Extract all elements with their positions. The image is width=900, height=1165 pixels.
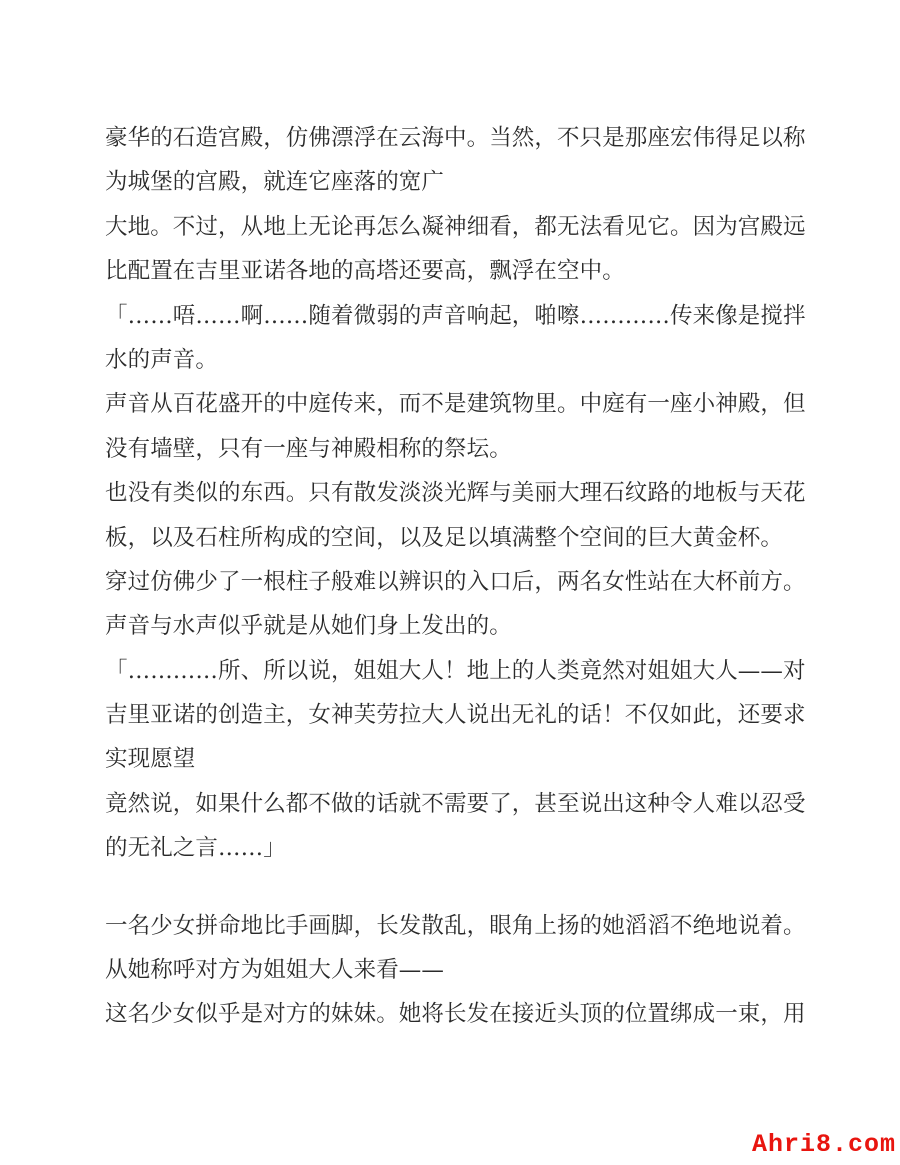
- site-watermark: Ahri8.com: [751, 1130, 896, 1159]
- text-line: 声音从百花盛开的中庭传来，而不是建筑物里。中庭有一座小神殿，但: [105, 391, 806, 418]
- text-line: 一名少女拼命地比手画脚，长发散乱，眼角上扬的她滔滔不绝地说着。: [105, 912, 806, 939]
- text-line: 吉里亚诺的创造主，女神芙劳拉大人说出无礼的话！不仅如此，还要求: [105, 702, 806, 729]
- text-line: 穿过仿佛少了一根柱子般难以辨识的入口后，两名女性站在大杯前方。: [105, 568, 806, 595]
- text-block: [105, 116, 805, 1037]
- text-line: 这名少女似乎是对方的妹妹。她将长发在接近头顶的位置绑成一束，用: [105, 1001, 806, 1028]
- paragraph-gap: [105, 871, 805, 904]
- text-line: 「……唔……啊……随着微弱的声音响起，啪嚓…………传来像是搅拌: [105, 302, 806, 329]
- text-line: 板，以及石柱所构成的空间，以及足以填满整个空间的巨大黄金杯。: [105, 524, 784, 551]
- text-line: 从她称呼对方为姐姐大人来看——: [105, 957, 445, 984]
- text-line: 大地。不过，从地上无论再怎么凝神细看，都无法看见它。因为宫殿远: [105, 213, 806, 240]
- text-line: 也没有类似的东西。只有散发淡淡光辉与美丽大理石纹路的地板与天花: [105, 480, 806, 507]
- text-line: 比配置在吉里亚诺各地的高塔还要高，飘浮在空中。: [105, 258, 625, 285]
- text-line: 竟然说，如果什么都不做的话就不需要了，甚至说出这种令人难以忍受: [105, 790, 806, 817]
- text-line: 的无礼之言……」: [105, 835, 286, 862]
- text-line: 水的声音。: [105, 346, 219, 373]
- text-line: 豪华的石造宫殿，仿佛漂浮在云海中。当然，不只是那座宏伟得足以称: [105, 125, 806, 151]
- text-line: 声音与水声似乎就是从她们身上发出的。: [105, 613, 512, 640]
- text-line: 为城堡的宫殿，就连它座落的宽广: [105, 169, 445, 196]
- text-line: 实现愿望: [105, 746, 196, 773]
- text-line: 「…………所、所以说，姐姐大人！地上的人类竟然对姐姐大人——对: [105, 657, 806, 684]
- text-line: 没有墙壁，只有一座与神殿相称的祭坛。: [105, 435, 512, 462]
